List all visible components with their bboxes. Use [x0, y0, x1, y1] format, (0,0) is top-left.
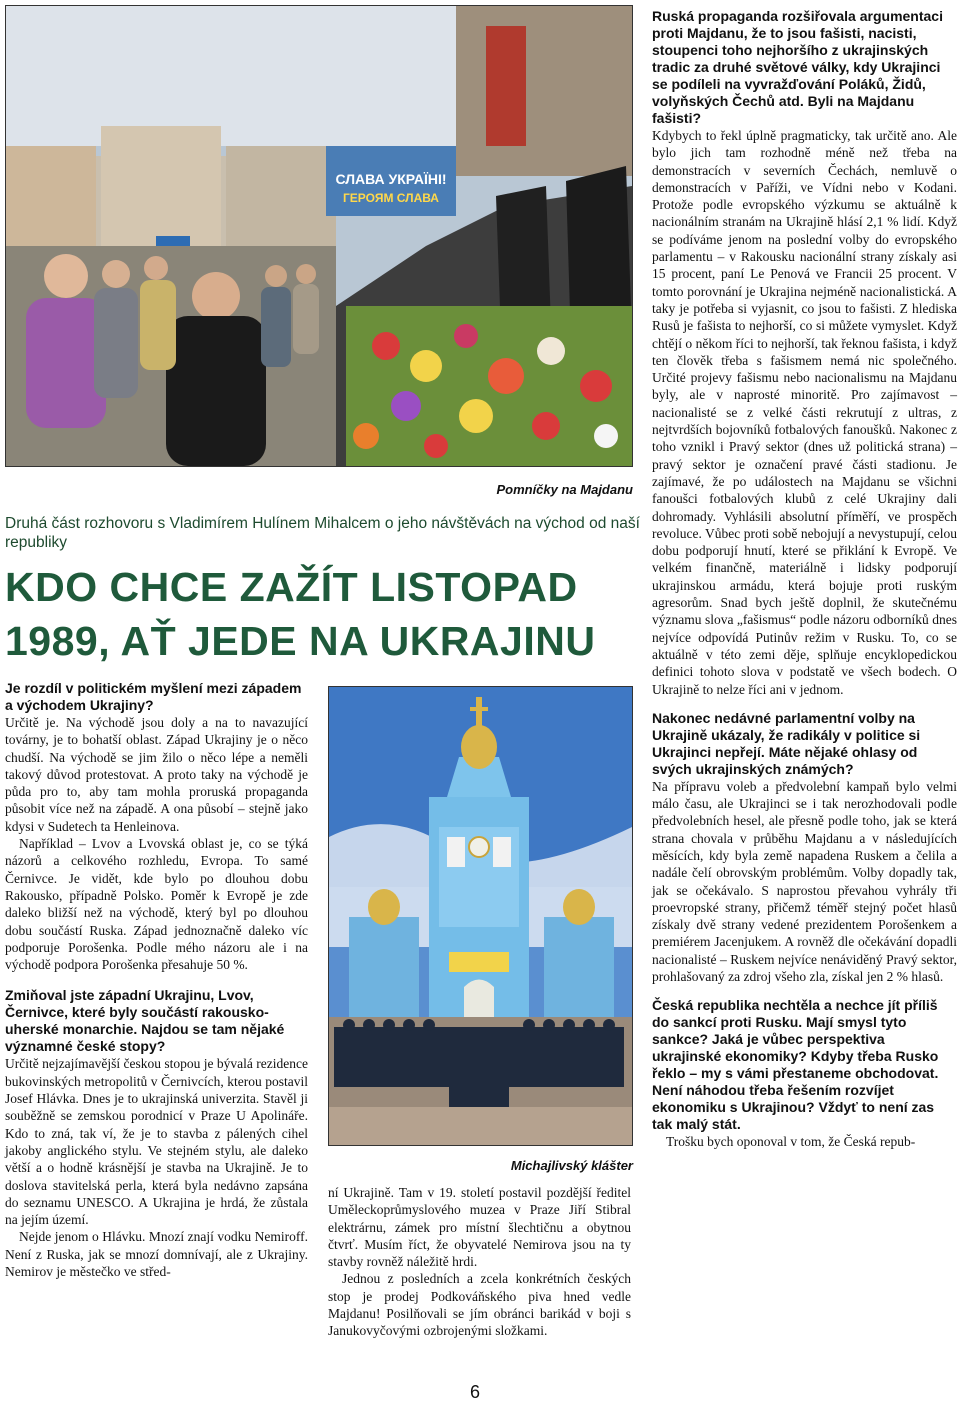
answer-2 [5, 1055, 308, 1280]
answer-1-paragraph-1: Určitě je. Na východě jsou doly a na to navazující továrny, je to bohatší oblast. Západ Ukrajiny je o něco chudší. Na východě se jim žilo o něco lépe a neměli takový důvod protestovat. A proto taky na východě je půda pro to, aby tam mohla proruská propaganda působit více než na západě. A ona působí – stejně jako kdysi v Sudetech ta Henleinova. [5, 715, 308, 834]
monastery-caption: Michajlivský klášter [510, 1158, 633, 1173]
answer-1 [5, 714, 308, 973]
column-3 [652, 8, 957, 1151]
maidan-caption: Pomníčky na Majdanu [496, 482, 633, 497]
billboard-text-1: СЛАВА УКРАЇНІ! [335, 171, 447, 187]
column-2-paragraph-2: Jednou z posledních a zcela konkrétních českých stop je prodej Podkováňského piva hned vedle Majdanu! Posilňovali se jím obránci barikád v boji s Janukovyčovými ozbrojenými složkami. [328, 1271, 631, 1339]
answer-3-paragraph: Kdybych to řekl úplně pragmaticky, tak určitě ano. Ale bylo jich tam rozhodně méně než třeba na demonstracích v severních Čechách, nemluvě o demonstracích v Paříži, ve Vídni nebo v Kodani. Protože podle evropského výzkumu se aktuálně k nacionálním stranám na Ukrajině hlásí 2,1 % lidí. Když se podíváme jenom na poslední volby do evropského parlamentu – v Rakousku nacionální strany získaly asi 15 procent, paní Le Penová ve Francii 25 procent. V tomto porovnání je Ukrajina nejméně nacionalistická. A taky je potřeba si vyjasnit, co jsou to fašisti. Z hlediska Rusů je fašista to nejhorší, co si můžete vymyslet. Když chtějí o někom říci to nejhorší, tak řeknou fašista, i když ten člověk třeba s fašismem nemá nic společného. Určité projevy fašismu nebo nacionalismu na Majdanu byly, ale v naprosté minoritě. Pro zajímavost – nacionalisté se z velké části rekrutují z ultras, z nejtvrdších bojovníků fotbalových fanoušků. Nakonec z toho vznikl i Pravý sektor (dnes už politická strana) – pravý sektor je označení pravé části stadionu. Je zajímavé, že po událostech na Majdanu se všichni fanoušci fotbalových klubů z celé Ukrajiny dali dohromady. Vyhlásili absolutní příměří, ve prospěch revoluce. Vůbec proti sobě nebojují a nevystupují, celou dobu podporují hnutí, které se přiklání k Evropě. Ve velkém finančně, materiálně i lidsky podporují ukrajinskou armádu, která bojuje proti ruským agresorům. Snad bych ještě doplnil, že skutečnému významu slova „fašismus“ podle názoru odborníků dnes nejvíce odpovídá Putinův režim v Rusku. To, co se aktuálně v této zemi děje, splňuje encyklopedickou definici tohoto slova v podstatě ve všech bodech. O Ukrajině to nelze říci ani v jednom. [652, 128, 957, 697]
question-5: Česká republika nechtěla a nechce jít příliš do sankcí proti Rusku. Mají smysl tyto sankce? Jaká je vůbec perspektiva ukrajinské ekonomiky? Kdyby třeba Rusko řeklo – my s vámi přestaneme obchodovat. Není náhodou třeba řešením rozvíjet ekonomiku s Ukrajinou? Vždyť to není zas tak malý stát. [652, 997, 939, 1133]
maidan-photo [5, 5, 633, 467]
answer-4 [652, 778, 957, 986]
question-1: Je rozdíl v politickém myšlení mezi západem a východem Ukrajiny? [5, 680, 302, 713]
answer-2-paragraph-2: Nejde jenom o Hlávku. Mnozí znají vodku Nemiroff. Není z Ruska, jak se mnozí domnívají, ale z Ukrajiny. Nemirov je městečko ve střed- [5, 1229, 308, 1280]
answer-2-paragraph-1: Určitě nejzajímavější českou stopou je bývalá rezidence bukovinských metropolitů v Černivcích, kterou postavil Josef Hlávka. Dnes je to ukrajinská univerzita. Stavěl ji souběžně se zemskou porodnicí v Praze U Apolináře. Kdo to zná, tak ví, že je to stavba z pálených cihel jakoby anglického stylu. Ve stejném stylu, ale daleko větší a o hodně krásnější je stavba na Ukrajině. Je to doslova stavitelská perla, která byla nedávno zapsána do seznamu UNESCO. A Ukrajina je hrdá, že zůstala na jejím území. [5, 1056, 308, 1228]
article-subtitle: Druhá část rozhovoru s Vladimírem Hulínem Mihalcem o jeho návštěvách na východ od naší republiky [5, 515, 640, 551]
question-2: Zmiňoval jste západní Ukrajinu, Lvov, Černivce, které byly součástí rakousko-uherské monarchie. Najdou se tam nějaké významné české stopy? [5, 987, 285, 1055]
monastery-photo [328, 686, 633, 1146]
column-2 [328, 1184, 631, 1340]
article-headline [5, 560, 645, 668]
monastery-illustration [329, 687, 632, 1145]
maidan-illustration [6, 6, 632, 466]
column-2-paragraph-1: ní Ukrajině. Tam v 19. století postavil pozdější ředitel Uměleckoprůmyslového muzea v Praze Jiří Stibral elektrárnu, zámek pro místní šlechtičnu a obytnou čtvrť. Musím říct, že obyvatelé Nemirova jsou na ty stavby rovněž náležitě hrdi. [328, 1185, 631, 1270]
question-3: Ruská propaganda rozšiřovala argumentaci proti Majdanu, že to jsou fašisti, nacisti, stoupenci toho nejhoršího z ukrajinských tradic za druhé světové války, kdy Ukrajinci se podíleli na vyvražďování Poláků, Židů, volyňských Čechů atd. Byli na Majdanu fašisti? [652, 8, 943, 126]
headline-line-1: KDO CHCE ZAŽÍT LISTOPAD [5, 564, 578, 610]
answer-3 [652, 127, 957, 698]
answer-5-paragraph: Trošku bych oponoval v tom, že Česká repub- [666, 1134, 916, 1150]
billboard-text-2: ГЕРОЯМ СЛАВА [343, 191, 439, 205]
column-1 [5, 680, 308, 1280]
answer-4-paragraph: Na přípravu voleb a předvolební kampaň bylo velmi málo času, ale Ukrajinci se i tak nerozhodovali podle předvolebních hesel, ale přesně podle toho, jak se která strana chovala v průběhu Majdanu a v následujících měsících, kdy byla země napadena Ruskem a čelila a nadále čelí obrovským problémům. Volby dopadly tak, jak se očekávalo. S naprostou převahou vyhrály tři proevropské strany, přičemž téměř stejný počet hlasů získaly dvě strany vedené prezidentem Porošenkem a premiérem Jacenjukem. A rovněž dle očekávání dopadli nacionalisté – Ruskem nejvíce nenáviděný Pravý sektor, prohlašovaný za zdroj všeho zla, získal jen 2 % hlasů. [652, 778, 957, 985]
page-number: 6 [470, 1382, 481, 1402]
answer-1-paragraph-2: Například – Lvov a Lvovská oblast je, co se týká názorů a celkového rozhledu, Evropa. To samé Černivce. Je vidět, kde bylo po dlouhou dobu Rakousko, případně Polsko. Poměr k Evropě je zde daleko bližší než na východě, který byl po dlouhou dobu součástí Ruska. Západ jednoznačně daleko víc podporuje Porošenka. Podle mého názoru ale i na východě podpora Porošenka přesahuje 50 %. [5, 836, 308, 973]
headline-line-2: 1989, AŤ JEDE NA UKRAJINU [5, 618, 596, 664]
answer-5 [652, 1133, 957, 1150]
question-4: Nakonec nedávné parlamentní volby na Ukrajině ukázaly, že radikály v politice si Ukrajinci nepřejí. Máte nějaké ohlasy od svých ukrajinských známých? [652, 709, 921, 777]
